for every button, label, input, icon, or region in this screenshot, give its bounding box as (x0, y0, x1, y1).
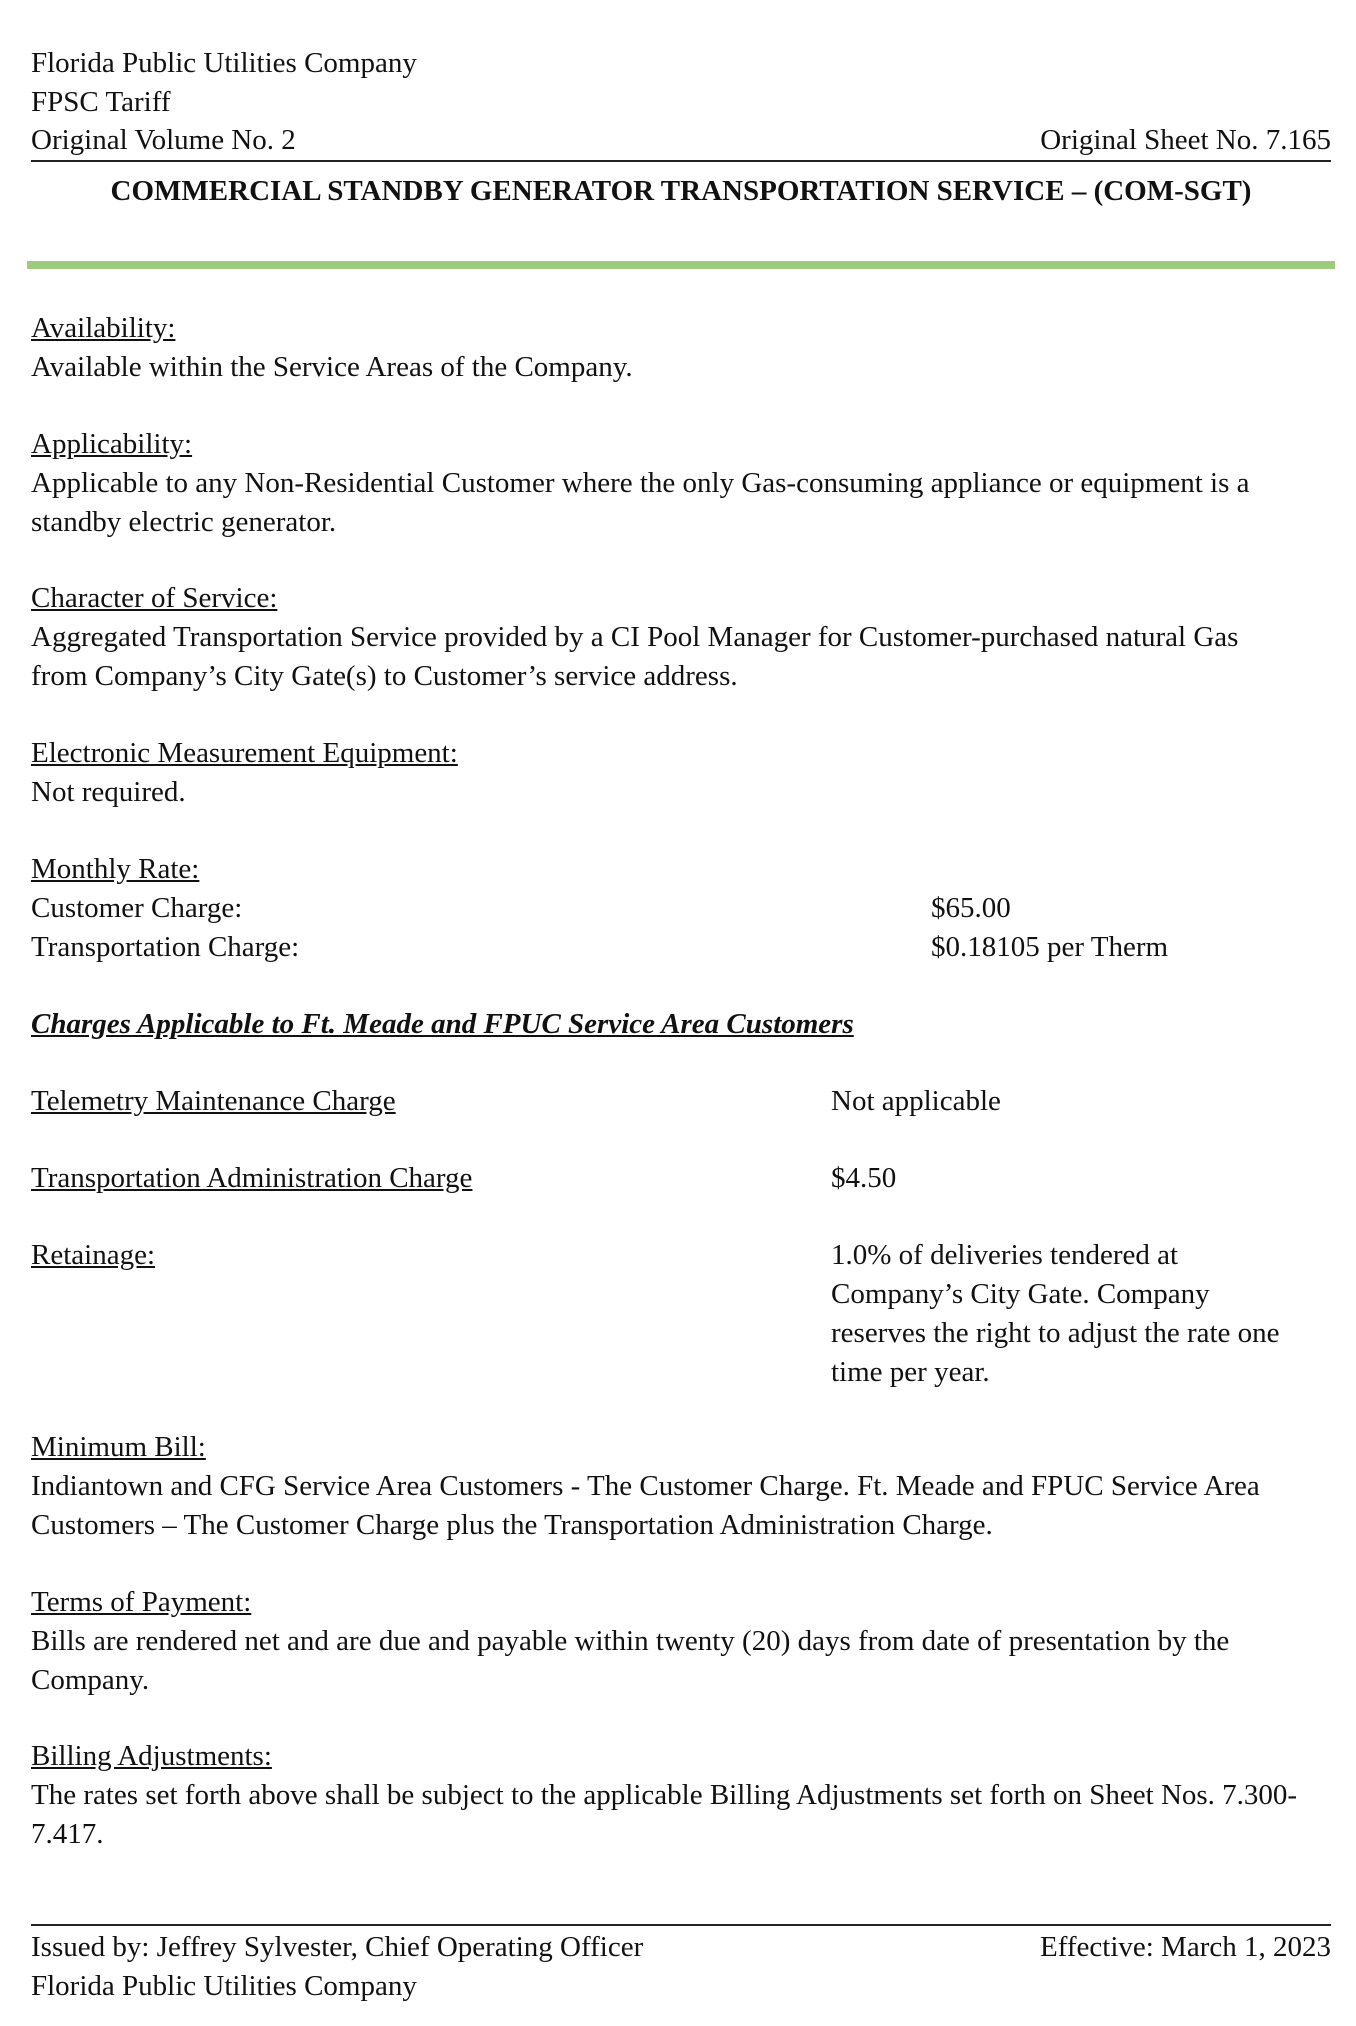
section-monthly-rate (31, 850, 1331, 889)
customer-charge-row (31, 889, 1331, 928)
terms-text: Bills are rendered net and are due and payable within twenty (20) days from date of presentation by the Company. (31, 1625, 1230, 1696)
retainage-label: Retainage: (31, 1239, 156, 1271)
header-tariff: FPSC Tariff (31, 86, 171, 118)
section-applicability (31, 425, 1281, 542)
section-character-of-service (31, 579, 1291, 696)
admin-charge-value: $4.50 (831, 1162, 897, 1194)
section-billing-adjustments (31, 1737, 1331, 1854)
section-availability (31, 309, 1331, 387)
transportation-charge-label: Transportation Charge: (31, 931, 300, 963)
tariff-page (31, 0, 1331, 2026)
section-electronic-measurement (31, 734, 1331, 812)
applicability-text: Applicable to any Non-Residential Customer where the only Gas-consuming appliance or equipment is a standby electric generator. (31, 467, 1250, 538)
availability-text: Available within the Service Areas of the Company. (31, 351, 633, 383)
header-rule (31, 160, 1331, 162)
section-terms-of-payment (31, 1583, 1331, 1700)
header-volume: Original Volume No. 2 (31, 124, 296, 156)
character-text: Aggregated Transportation Service provided by a CI Pool Manager for Customer-purchased natural Gas from Company’s City Gate(s) to Customer’s service address. (31, 621, 1239, 692)
transportation-charge-value: $0.18105 per Therm (931, 931, 1169, 963)
billing-text: The rates set forth above shall be subject to the applicable Billing Adjustments set forth on Sheet Nos. 7.300-7.417. (31, 1779, 1298, 1850)
electronic-text: Not required. (31, 776, 186, 808)
footer-effective-date: Effective: March 1, 2023 (1040, 1931, 1331, 1963)
minimum-bill-label: Minimum Bill: (31, 1431, 206, 1463)
footer-issued-by: Issued by: Jeffrey Sylvester, Chief Operating Officer (31, 1931, 644, 1963)
telemetry-value: Not applicable (831, 1085, 1001, 1117)
charges-heading: Charges Applicable to Ft. Meade and FPUC Service Area Customers (31, 1008, 854, 1040)
billing-label: Billing Adjustments: (31, 1740, 272, 1772)
footer-rule (31, 1924, 1331, 1926)
telemetry-label: Telemetry Maintenance Charge (31, 1085, 396, 1117)
telemetry-row (31, 1082, 1331, 1121)
terms-label: Terms of Payment: (31, 1586, 252, 1618)
availability-label: Availability: (31, 312, 176, 344)
customer-charge-label: Customer Charge: (31, 892, 243, 924)
admin-charge-label: Transportation Administration Charge (31, 1162, 473, 1194)
applicability-label: Applicability: (31, 428, 193, 460)
section-minimum-bill (31, 1428, 1331, 1545)
title-divider (27, 261, 1335, 269)
header-company: Florida Public Utilities Company (31, 47, 417, 79)
footer-company: Florida Public Utilities Company (31, 1970, 417, 2002)
admin-charge-row (31, 1159, 1331, 1198)
retainage-row (31, 1236, 1331, 1388)
transportation-charge-row (31, 928, 1331, 967)
header-sheet-number: Original Sheet No. 7.165 (1040, 124, 1331, 156)
character-label: Character of Service: (31, 582, 278, 614)
document-title: COMMERCIAL STANDBY GENERATOR TRANSPORTATION SERVICE – (COM-SGT) (110, 175, 1252, 207)
customer-charge-value: $65.00 (931, 892, 1011, 924)
electronic-label: Electronic Measurement Equipment: (31, 737, 458, 769)
minimum-bill-text: Indiantown and CFG Service Area Customers - The Customer Charge. Ft. Meade and FPUC Service Area Customers – The Customer Charge plus the Transportation Administration Charge. (31, 1470, 1260, 1541)
monthly-rate-label: Monthly Rate: (31, 853, 200, 885)
retainage-value: 1.0% of deliveries tendered at Company’s City Gate. Company reserves the right to adjust the rate one time per year. (831, 1239, 1280, 1388)
